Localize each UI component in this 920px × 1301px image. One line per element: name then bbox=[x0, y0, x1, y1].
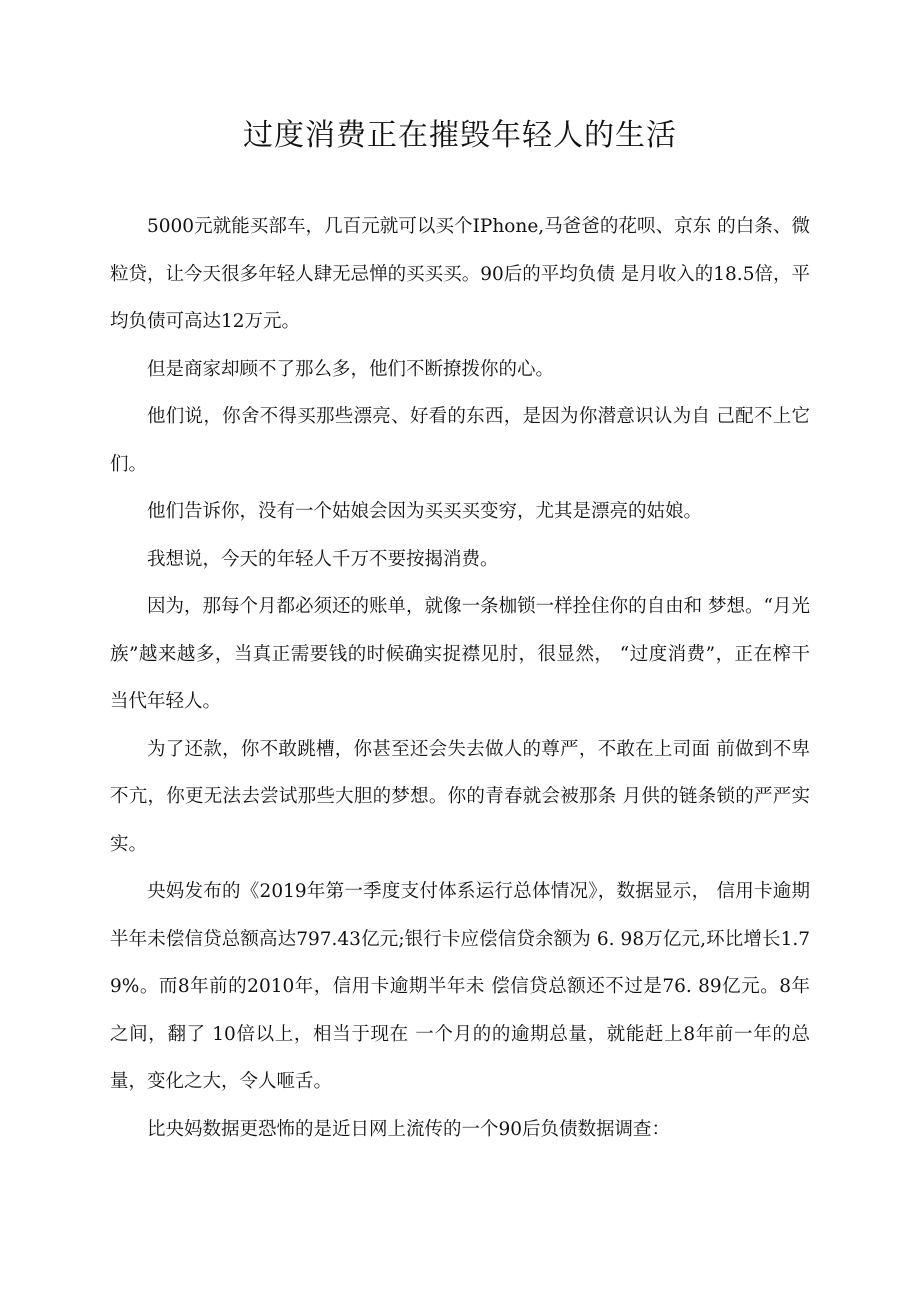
document-title: 过度消费正在摧毁年轻人的生活 bbox=[243, 118, 677, 153]
paragraph: 他们告诉你，没有一个姑娘会因为买买买变穷，尤其是漂亮的姑娘。 bbox=[147, 501, 703, 522]
paragraph: 他们说，你舍不得买那些漂亮、好看的东西，是因为你潜意识认为自 己配不上它们。 bbox=[110, 406, 810, 475]
document-body bbox=[110, 203, 810, 1153]
paragraph: 但是商家却顾不了那么多，他们不断撩拨你的心。 bbox=[147, 358, 555, 380]
paragraph: 比央妈数据更恐怖的是近日网上流传的一个90后负债数据调查： bbox=[147, 1118, 671, 1140]
paragraph: 5000元就能买部车，几百元就可以买个IPhone,马爸爸的花呗、京东 的白条、微粒贷，让今天很多年轻人肆无忌惮的买买买。90后的平均负债 是月收入的18.5倍，平均负债可高达12万元。 bbox=[110, 216, 810, 332]
paragraph: 因为，那每个月都必须还的账单，就像一条枷锁一样拴住你的自由和 梦想。“月光族”越来越多，当真正需要钱的时候确实捉襟见肘，很显然， “过度消费”，正在榨干当代年轻人。 bbox=[110, 596, 810, 712]
paragraph: 我想说，今天的年轻人千万不要按揭消费。 bbox=[147, 548, 499, 570]
paragraph: 为了还款，你不敢跳槽，你甚至还会失去做人的尊严，不敢在上司面 前做到不卑不亢，你更无法去尝试那些大胆的梦想。你的青春就会被那条 月供的链条锁的严严实实。 bbox=[110, 738, 810, 855]
paragraph: 央妈发布的《2019年第一季度支付体系运行总体情况》，数据显示， 信用卡逾期半年未偿信贷总额高达797.43亿元;银行卡应偿信贷余额为 6. 98万亿元,环比增长1.79%。而8年前的2010年，信用卡逾期半年未 偿信贷总额还不过是76. 89亿元。8年之间，翻了 10倍以上，相当于现在 一个月的的逾期总量，就能赶上8年前一年的总量，变化之大，令人咂舌。 bbox=[110, 881, 810, 1092]
